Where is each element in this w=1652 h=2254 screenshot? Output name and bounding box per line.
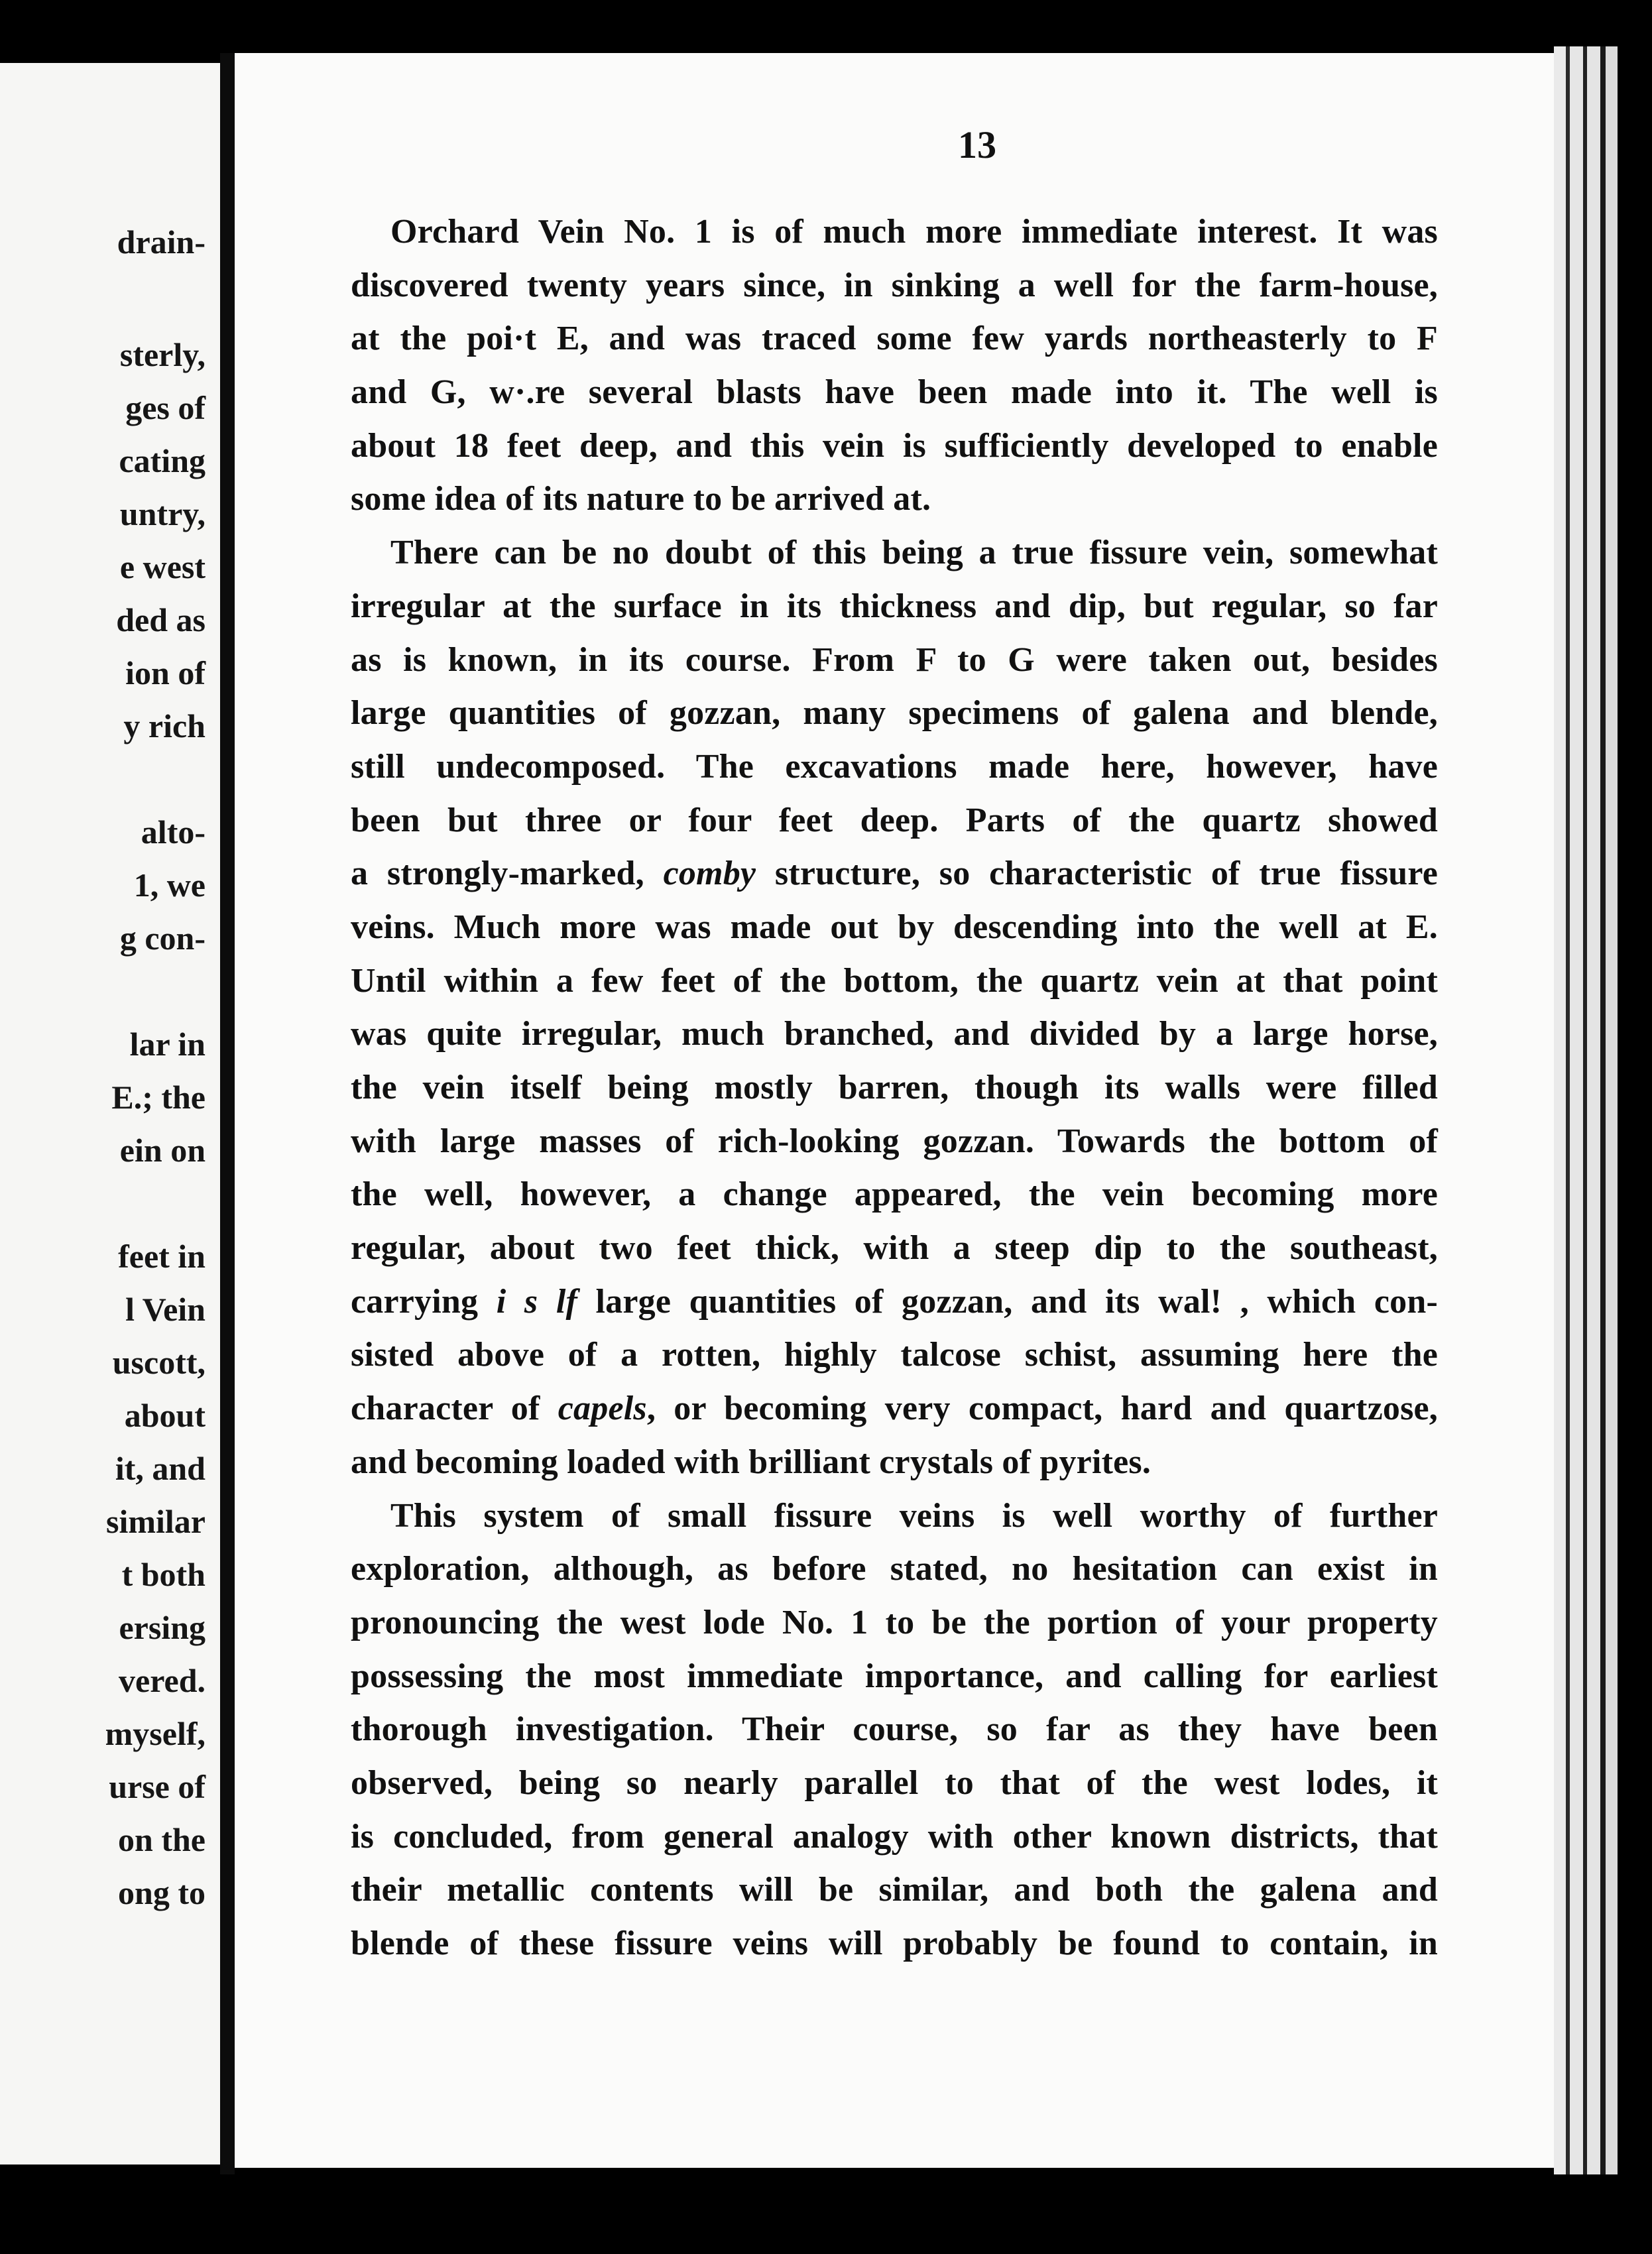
left-page-fragment: cating [119, 442, 206, 479]
text-line: their metallic contents will be similar, and both the galena and [351, 1871, 1438, 1909]
text-line: possessing the most immediate importance, and calling for earliest [351, 1657, 1438, 1695]
left-page-fragment: 1, we [133, 866, 206, 904]
left-page-fragment: myself, [105, 1715, 206, 1752]
left-page-fragment: feet in [118, 1238, 206, 1275]
left-page-fragment: t both [121, 1556, 206, 1593]
left-page-fragment: E.; the [111, 1079, 206, 1116]
text-line: the vein itself being mostly barren, though its walls were filled [351, 1069, 1438, 1106]
text-line: discovered twenty years since, in sinking a well for the farm-house, [351, 266, 1438, 304]
text-line: a strongly-marked, comby structure, so characteristic of true fissure [351, 855, 1438, 893]
text-line: at the poi·t E, and was traced some few yards northeasterly to F [351, 320, 1438, 358]
text-line: There can be no doubt of this being a true fissure vein, somewhat [390, 534, 1438, 572]
text-line: some idea of its nature to be arrived at. [351, 480, 931, 518]
text-line: pronouncing the west lode No. 1 to be the portion of your property [351, 1603, 1438, 1641]
text-line: exploration, although, as before stated, no hesitation can exist in [351, 1550, 1438, 1588]
text-line: observed, being so nearly parallel to that of the west lodes, it [351, 1763, 1438, 1802]
text-line: thorough investigation. Their course, so far as they have been [351, 1710, 1438, 1749]
left-page-fragment: vered. [119, 1662, 206, 1699]
text-line: irregular at the surface in its thickness and dip, but regular, so far [351, 587, 1438, 625]
left-page-fragment: ersing [119, 1609, 206, 1646]
text-line: as is known, in its course. From F to G were taken out, besides [351, 640, 1438, 679]
italic-word: comby [663, 855, 756, 893]
text-line: was quite irregular, much branched, and divided by a large horse, [351, 1015, 1438, 1053]
text-line: been but three or four feet deep. Parts of the quartz showed [351, 801, 1438, 839]
text-line: about 18 feet deep, and this vein is sufficiently developed to enable [351, 426, 1438, 465]
left-page-fragment: ein on [119, 1132, 206, 1169]
text-line: still undecomposed. The excavations made here, however, have [351, 747, 1438, 786]
left-page-fragment: ded as [116, 601, 206, 638]
facing-page-left [0, 63, 220, 2165]
text-line: Orchard Vein No. 1 is of much more immediate interest. It was [390, 213, 1438, 251]
page-13 [235, 53, 1554, 2168]
left-page-fragment: untry, [119, 495, 206, 532]
text-line: and G, w·.re several blasts have been made into it. The well is [351, 373, 1438, 412]
left-page-fragment: ion of [125, 654, 206, 691]
text-line: This system of small fissure veins is well worthy of further [390, 1496, 1438, 1535]
left-page-fragment: ong to [118, 1874, 206, 1911]
left-page-fragment: about [124, 1397, 206, 1434]
left-page-fragment: e west [119, 548, 206, 585]
italic-word: i s lf [496, 1282, 578, 1321]
page-edge-stack [1554, 46, 1633, 2174]
book-gutter [220, 53, 235, 2174]
text-line: is concluded, from general analogy with other known districts, that [351, 1817, 1438, 1856]
text-line: blende of these fissure veins will probably be found to contain, in [351, 1925, 1438, 1962]
text-line: Until within a few feet of the bottom, the quartz vein at that point [351, 961, 1438, 1000]
text-line: the well, however, a change appeared, the vein becoming more [351, 1175, 1438, 1214]
left-page-fragment: y rich [123, 707, 206, 744]
left-page-fragment: uscott, [112, 1344, 206, 1381]
left-page-fragment: alto- [141, 813, 206, 851]
text-line: large quantities of gozzan, many specimens of galena and blende, [351, 694, 1438, 733]
left-page-fragment: g con- [119, 919, 206, 957]
text-line: regular, about two feet thick, with a steep dip to the southeast, [351, 1229, 1438, 1268]
left-page-fragment: sterly, [119, 336, 206, 373]
left-page-fragment: l Vein [125, 1291, 206, 1328]
text-line: carrying i s lf large quantities of gozzan, and its wal! , which con- [351, 1282, 1438, 1321]
left-page-fragment: it, and [115, 1450, 206, 1487]
left-page-fragment: urse of [109, 1768, 206, 1805]
left-page-fragment: on the [118, 1821, 206, 1858]
italic-word: capels [558, 1390, 647, 1428]
page-number: 13 [958, 123, 996, 166]
text-line: character of capels, or becoming very compact, hard and quartzose, [351, 1390, 1438, 1428]
text-line: veins. Much more was made out by descending into the well at E. [351, 908, 1438, 946]
left-page-fragment: drain- [117, 223, 206, 261]
text-line: sisted above of a rotten, highly talcose schist, assuming here the [351, 1336, 1438, 1374]
text-line: with large masses of rich-looking gozzan. Towards the bottom of [351, 1122, 1438, 1160]
body-text [351, 206, 1438, 1971]
left-page-fragment: lar in [129, 1026, 206, 1063]
text-line: and becoming loaded with brilliant crystals of pyrites. [351, 1443, 1151, 1481]
left-page-fragment: similar [106, 1503, 206, 1540]
left-page-fragment: ges of [125, 389, 206, 426]
